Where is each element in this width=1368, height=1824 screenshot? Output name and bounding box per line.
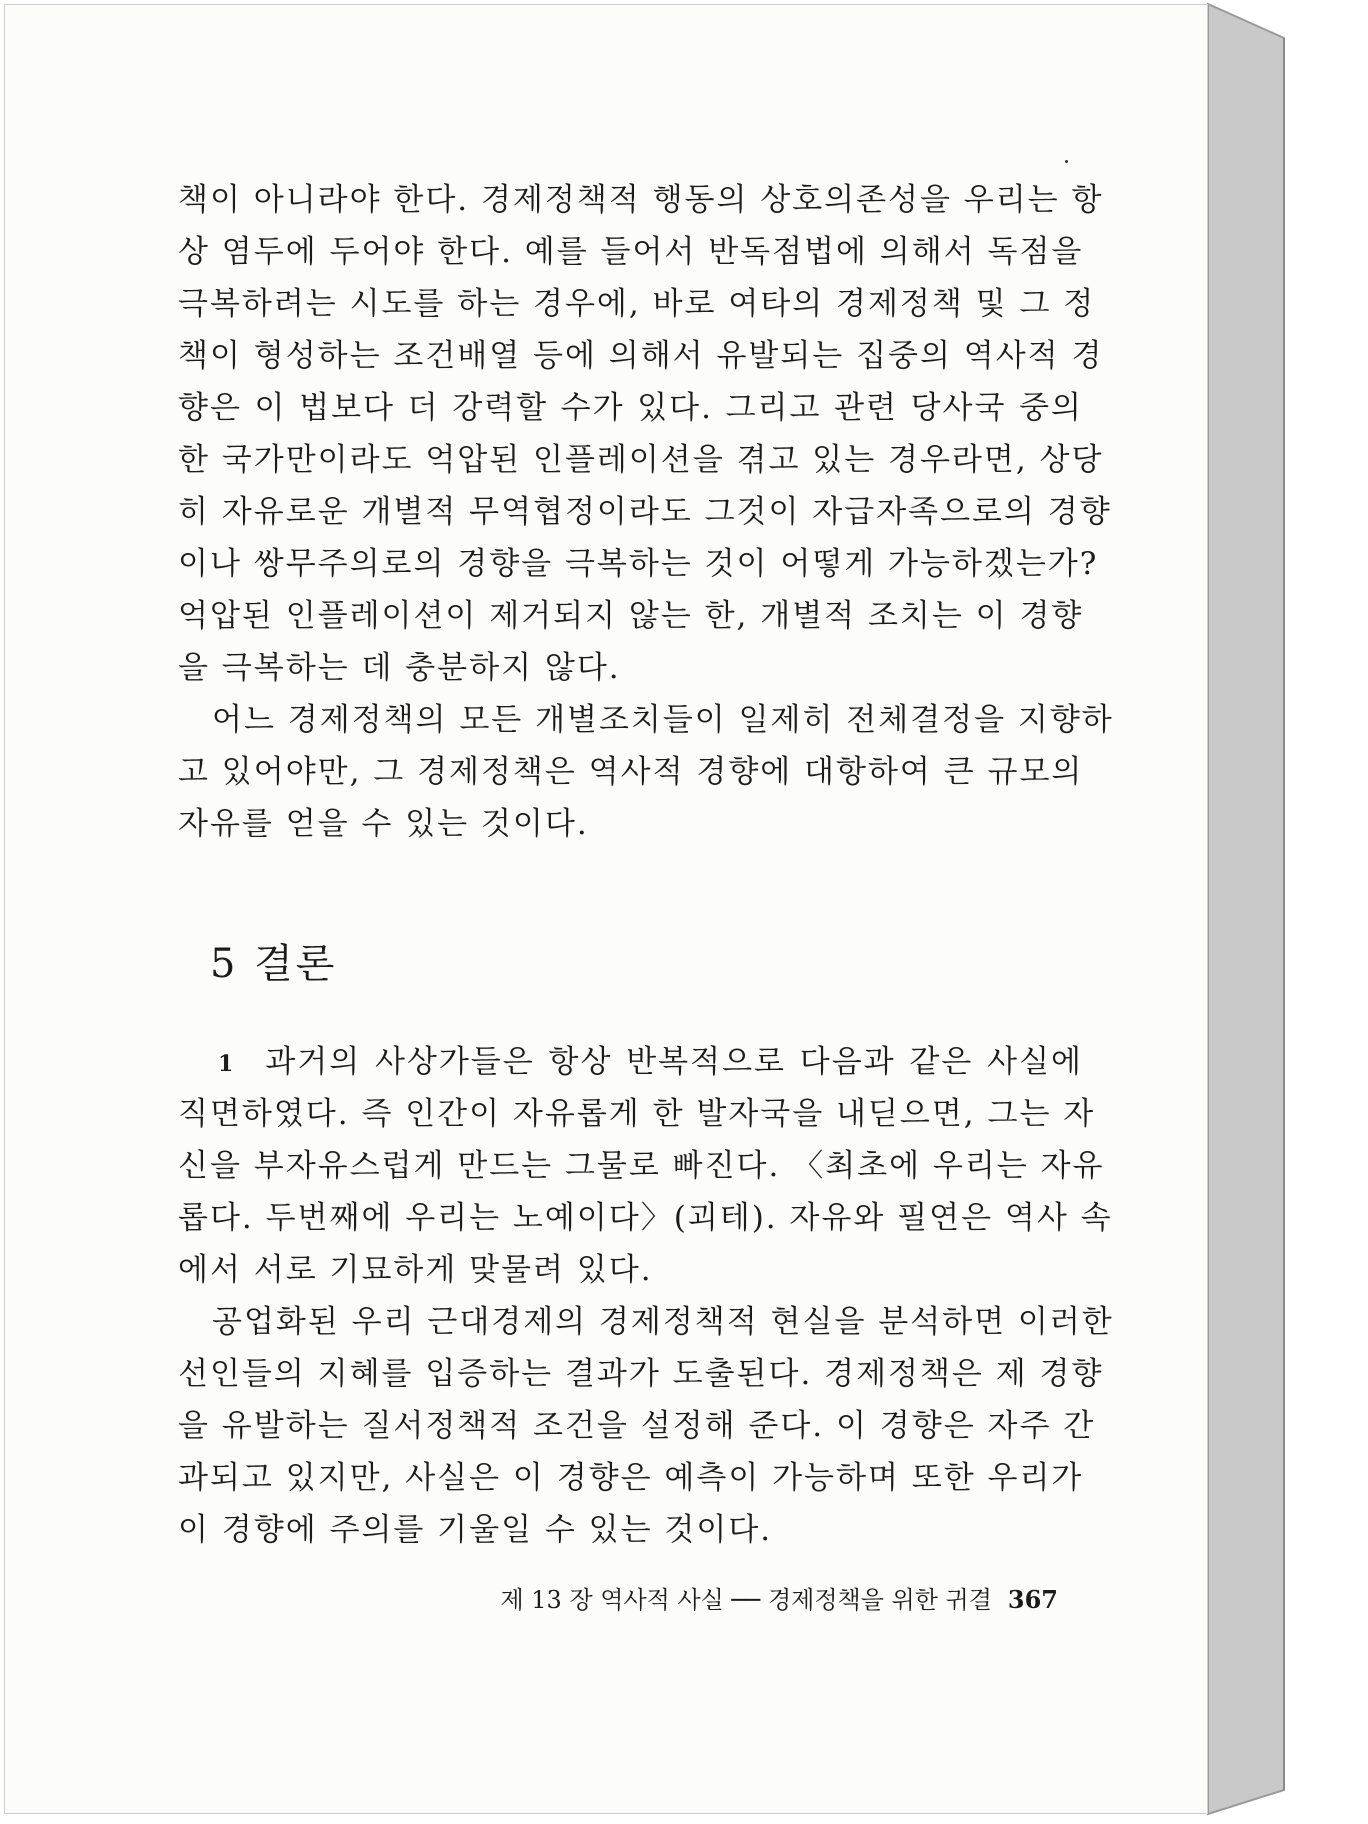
text-line: 책이 아니라야 한다. 경제정책적 행동의 상호의존성을 우리는 항 (178, 182, 1104, 218)
running-footer (478, 1580, 1058, 1615)
text-line: 상 염두에 두어야 한다. 예를 들어서 반독점법에 의해서 독점을 (178, 234, 1084, 270)
text-line: 공업화된 우리 근대경제의 경제정책적 현실을 분석하면 이러한 (212, 1304, 1114, 1340)
text-line: 에서 서로 기묘하게 맞물려 있다. (178, 1252, 653, 1288)
text-line: 신을 부자유스럽게 만드는 그물로 빠진다. 〈최초에 우리는 자유 (178, 1148, 1105, 1184)
text-line: 고 있어야만, 그 경제정책은 역사적 경향에 대항하여 큰 규모의 (178, 754, 1084, 790)
section-heading: 5 결론 (210, 941, 338, 987)
body-text-top (178, 174, 1114, 850)
text-line: 자유를 얻을 수 있는 것이다. (178, 806, 589, 842)
page-speck (1065, 160, 1068, 163)
text-line: 을 유발하는 질서정책적 조건을 설정해 준다. 이 경향은 자주 간 (178, 1408, 1096, 1444)
text-line: 이 경향에 주의를 기울일 수 있는 것이다. (178, 1512, 773, 1548)
text-line: 선인들의 지혜를 입증하는 결과가 도출된다. 경제정책은 제 경향 (178, 1356, 1104, 1392)
chapter-title: 제 13 장 역사적 사실 ── 경제정책을 위한 귀결 (500, 1586, 992, 1614)
text-line: 이나 쌍무주의로의 경향을 극복하는 것이 어떻게 가능하겠는가? (178, 546, 1099, 582)
text-line: 직면하였다. 즉 인간이 자유롭게 한 발자국을 내딛으면, 그는 자 (178, 1096, 1096, 1132)
page-number: 367 (1007, 1585, 1058, 1614)
text-line: 한 국가만이라도 억압된 인플레이션을 겪고 있는 경우라면, 상당 (178, 442, 1104, 478)
text-line (178, 1036, 1083, 1088)
body-text-bottom (178, 1036, 1114, 1556)
text-line: 롭다. 두번째에 우리는 노예이다〉(괴테). 자유와 필연은 역사 속 (178, 1200, 1113, 1236)
text-line: 히 자유로운 개별적 무역협정이라도 그것이 자급자족으로의 경향 (178, 494, 1112, 530)
text-line: 어느 경제정책의 모든 개별조치들이 일제히 전체결정을 지향하 (212, 702, 1114, 738)
text-line: 책이 형성하는 조건배열 등에 의해서 유발되는 집중의 역사적 경 (178, 338, 1104, 374)
text-line: 과되고 있지만, 사실은 이 경향은 예측이 가능하며 또한 우리가 (178, 1460, 1084, 1496)
text-line: 억압된 인플레이션이 제거되지 않는 한, 개별적 조치는 이 경향 (178, 598, 1084, 634)
text-line: 향은 이 법보다 더 강력할 수가 있다. 그리고 관련 당사국 중의 (178, 390, 1083, 426)
text-line: 극복하려는 시도를 하는 경우에, 바로 여타의 경제정책 및 그 정 (178, 286, 1096, 322)
text-span: 과거의 사상가들은 항상 반복적으로 다음과 같은 사실에 (265, 1044, 1083, 1080)
paragraph-number: 1 (218, 1050, 236, 1077)
text-line: 을 극복하는 데 충분하지 않다. (178, 650, 621, 686)
